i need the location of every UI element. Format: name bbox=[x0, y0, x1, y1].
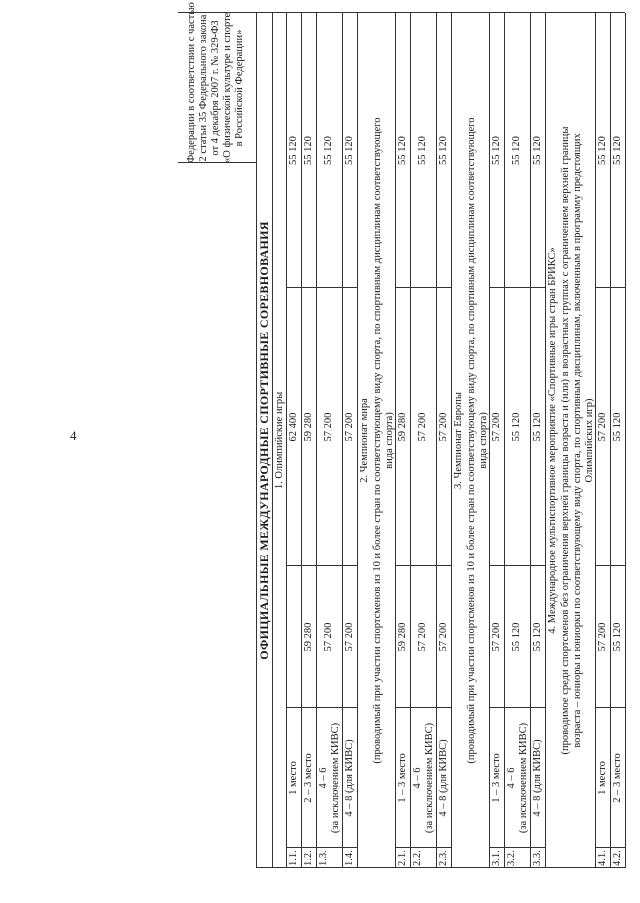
column-border bbox=[610, 707, 625, 708]
row-label: 4 – 6 bbox=[412, 767, 423, 789]
column-border bbox=[530, 565, 545, 566]
column-border bbox=[595, 707, 610, 708]
cell-value-3: 55 120 bbox=[343, 136, 355, 165]
column-border bbox=[342, 847, 357, 848]
column-border bbox=[530, 847, 545, 848]
cell-value-3: 55 120 bbox=[490, 136, 502, 165]
column-border bbox=[595, 287, 610, 288]
row-number: 1.3. bbox=[318, 850, 329, 866]
cell-value-1: 55 120 bbox=[511, 622, 522, 652]
cell-value-1: 57 200 bbox=[417, 622, 428, 652]
column-border bbox=[530, 707, 545, 708]
column-border bbox=[504, 287, 530, 288]
column-border bbox=[410, 847, 436, 848]
law-reference-line: Федерации в соответствии с частью bbox=[186, 2, 197, 163]
column-border bbox=[489, 847, 504, 848]
cell-value-1: 57 200 bbox=[343, 622, 355, 652]
cell-value-3: 55 120 bbox=[611, 136, 623, 165]
column-border bbox=[286, 847, 301, 848]
cell-value-3: 55 120 bbox=[302, 136, 314, 165]
column-border bbox=[436, 707, 451, 708]
law-reference-line: 2 статьи 35 Федерального закона bbox=[198, 14, 209, 162]
cell-value-2: 55 120 bbox=[611, 412, 623, 442]
table-title: ОФИЦИАЛЬНЫЕ МЕЖДУНАРОДНЫЕ СПОРТИВНЫЕ СОРЕВНОВАНИЯ bbox=[257, 221, 271, 660]
cell-value-2: 57 200 bbox=[323, 412, 334, 442]
section-note: вида спорта) bbox=[478, 412, 489, 469]
column-border bbox=[301, 287, 316, 288]
section-heading: 3. Чемпионат Европы bbox=[453, 392, 464, 489]
cell-value-2: 55 120 bbox=[531, 412, 543, 442]
column-border bbox=[530, 287, 545, 288]
column-border bbox=[286, 565, 301, 566]
section-heading: 2. Чемпионат мира bbox=[359, 398, 370, 483]
row-number: 4.1. bbox=[597, 850, 608, 866]
column-border bbox=[610, 287, 625, 288]
column-border bbox=[395, 565, 410, 566]
column-border bbox=[504, 565, 530, 566]
column-border bbox=[342, 565, 357, 566]
column-border bbox=[316, 707, 342, 708]
column-border bbox=[610, 565, 625, 566]
column-border bbox=[489, 287, 504, 288]
section-heading: 4. Международное мультиспортивное мероприятие «Спортивные игры стран БРИКС» bbox=[547, 247, 558, 634]
title-border bbox=[272, 13, 273, 868]
cell-value-2: 55 120 bbox=[511, 412, 522, 442]
cell-value-1: 55 120 bbox=[611, 622, 623, 652]
row-border bbox=[625, 13, 626, 868]
section-note: (проводимый при участии спортсменов из 10 и более стран по соответствующему виду спорта, по спортивным дисциплинам соответствующего bbox=[466, 117, 477, 764]
cell-value-1: 57 200 bbox=[596, 622, 608, 652]
column-border bbox=[395, 287, 410, 288]
section-note: Олимпийских игр) bbox=[584, 398, 595, 483]
column-border bbox=[316, 847, 342, 848]
row-label: 1 – 3 место bbox=[491, 753, 502, 803]
row-number: 3.3. bbox=[532, 850, 543, 866]
column-border bbox=[342, 707, 357, 708]
column-border bbox=[178, 12, 625, 13]
row-number: 1.2. bbox=[303, 850, 314, 866]
column-border bbox=[504, 707, 530, 708]
row-border bbox=[545, 13, 546, 868]
row-label: 4 – 8 (для КИВС) bbox=[532, 739, 543, 817]
cell-value-1: 55 120 bbox=[531, 622, 543, 652]
row-number: 3.1. bbox=[491, 850, 502, 866]
section-note: (проводимый при участии спортсменов из 10 и более стран по соответствующему виду спорта, по спортивным дисциплинам соответствующего bbox=[372, 117, 383, 764]
column-border bbox=[301, 565, 316, 566]
cell-value-3: 55 120 bbox=[396, 136, 408, 165]
cell-value-2: 57 200 bbox=[437, 412, 449, 442]
cell-value-3: 55 120 bbox=[287, 136, 299, 165]
cell-value-2: 59 280 bbox=[396, 412, 408, 442]
cell-value-3: 55 120 bbox=[531, 136, 543, 165]
row-label: 1 – 3 место bbox=[397, 753, 408, 803]
page-number: 4 bbox=[70, 428, 77, 443]
cell-value-1: 57 200 bbox=[437, 622, 449, 652]
cell-value-1: 59 280 bbox=[302, 622, 314, 652]
cell-value-1: 57 200 bbox=[490, 622, 502, 652]
column-border bbox=[610, 847, 625, 848]
cell-value-3: 55 120 bbox=[417, 136, 428, 165]
column-border bbox=[436, 847, 451, 848]
column-border bbox=[256, 867, 625, 868]
row-label: 4 – 6 bbox=[318, 767, 329, 789]
section-heading: 1. Олимпийские игры bbox=[274, 391, 285, 490]
row-label: 4 – 8 (для КИВС) bbox=[438, 739, 449, 817]
row-border bbox=[451, 13, 452, 868]
column-border bbox=[316, 565, 342, 566]
column-border bbox=[410, 287, 436, 288]
column-border bbox=[595, 565, 610, 566]
law-reference-line: в Российской Федерации» bbox=[234, 29, 245, 147]
cell-value-3: 55 120 bbox=[323, 136, 334, 165]
row-number: 4.2. bbox=[612, 850, 623, 866]
law-reference-line: «О физической культуре и спорте bbox=[222, 12, 233, 163]
column-border bbox=[178, 162, 256, 163]
row-label: 2 – 3 место bbox=[612, 753, 623, 803]
row-label: (за исключением КИВС) bbox=[518, 722, 529, 834]
row-border bbox=[410, 13, 411, 868]
row-label: (за исключением КИВС) bbox=[330, 722, 341, 834]
row-number: 1.4. bbox=[344, 850, 355, 866]
cell-value-2: 62 400 bbox=[287, 412, 299, 442]
column-border bbox=[436, 565, 451, 566]
row-number: 2.1. bbox=[397, 850, 408, 866]
cell-value-3: 55 120 bbox=[437, 136, 449, 165]
cell-value-2: 57 200 bbox=[343, 412, 355, 442]
section-note: возраста – юниоры и юниорки по соответствующему виду спорта, по спортивным дисциплинам, включенным в программу предстоящих bbox=[572, 133, 583, 748]
row-border bbox=[504, 13, 505, 868]
section-note: (проводимое среди спортсменов без ограничения верхней границы возраста и (или) в возрастных группах с ограничением верхней границы bbox=[560, 126, 571, 755]
row-label: (за исключением КИВС) bbox=[424, 722, 435, 834]
cell-value-2: 57 200 bbox=[417, 412, 428, 442]
row-number: 3.2. bbox=[506, 850, 517, 866]
cell-value-1: 59 280 bbox=[396, 622, 408, 652]
column-border bbox=[504, 847, 530, 848]
row-label: 1 место bbox=[597, 761, 608, 795]
cell-value-2: 57 200 bbox=[490, 412, 502, 442]
column-border bbox=[395, 707, 410, 708]
cell-value-2: 59 280 bbox=[302, 412, 314, 442]
row-label: 4 – 8 (для КИВС) bbox=[344, 739, 355, 817]
rotated-table bbox=[178, 2, 623, 868]
law-reference-line: от 4 декабря 2007 г. № 329-ФЗ bbox=[210, 20, 221, 156]
cell-value-3: 55 120 bbox=[596, 136, 608, 165]
section-note: вида спорта) bbox=[384, 412, 395, 469]
column-border bbox=[316, 287, 342, 288]
row-label: 2 – 3 место bbox=[303, 753, 314, 803]
cell-value-3: 55 120 bbox=[511, 136, 522, 165]
column-border bbox=[595, 847, 610, 848]
row-border bbox=[357, 13, 358, 868]
column-border bbox=[489, 707, 504, 708]
row-number: 2.2. bbox=[412, 850, 423, 866]
column-border bbox=[301, 707, 316, 708]
row-label: 1 место bbox=[288, 761, 299, 795]
row-number: 1.1. bbox=[288, 850, 299, 866]
column-border bbox=[410, 565, 436, 566]
column-border bbox=[395, 847, 410, 848]
column-border bbox=[342, 287, 357, 288]
column-border bbox=[286, 287, 301, 288]
row-number: 2.3. bbox=[438, 850, 449, 866]
column-border bbox=[301, 847, 316, 848]
row-border bbox=[316, 13, 317, 868]
column-border bbox=[489, 565, 504, 566]
column-border bbox=[286, 707, 301, 708]
column-border bbox=[436, 287, 451, 288]
cell-value-1: 57 200 bbox=[323, 622, 334, 652]
cell-value-2: 57 200 bbox=[596, 412, 608, 442]
row-label: 4 – 6 bbox=[506, 767, 517, 789]
column-border bbox=[410, 707, 436, 708]
